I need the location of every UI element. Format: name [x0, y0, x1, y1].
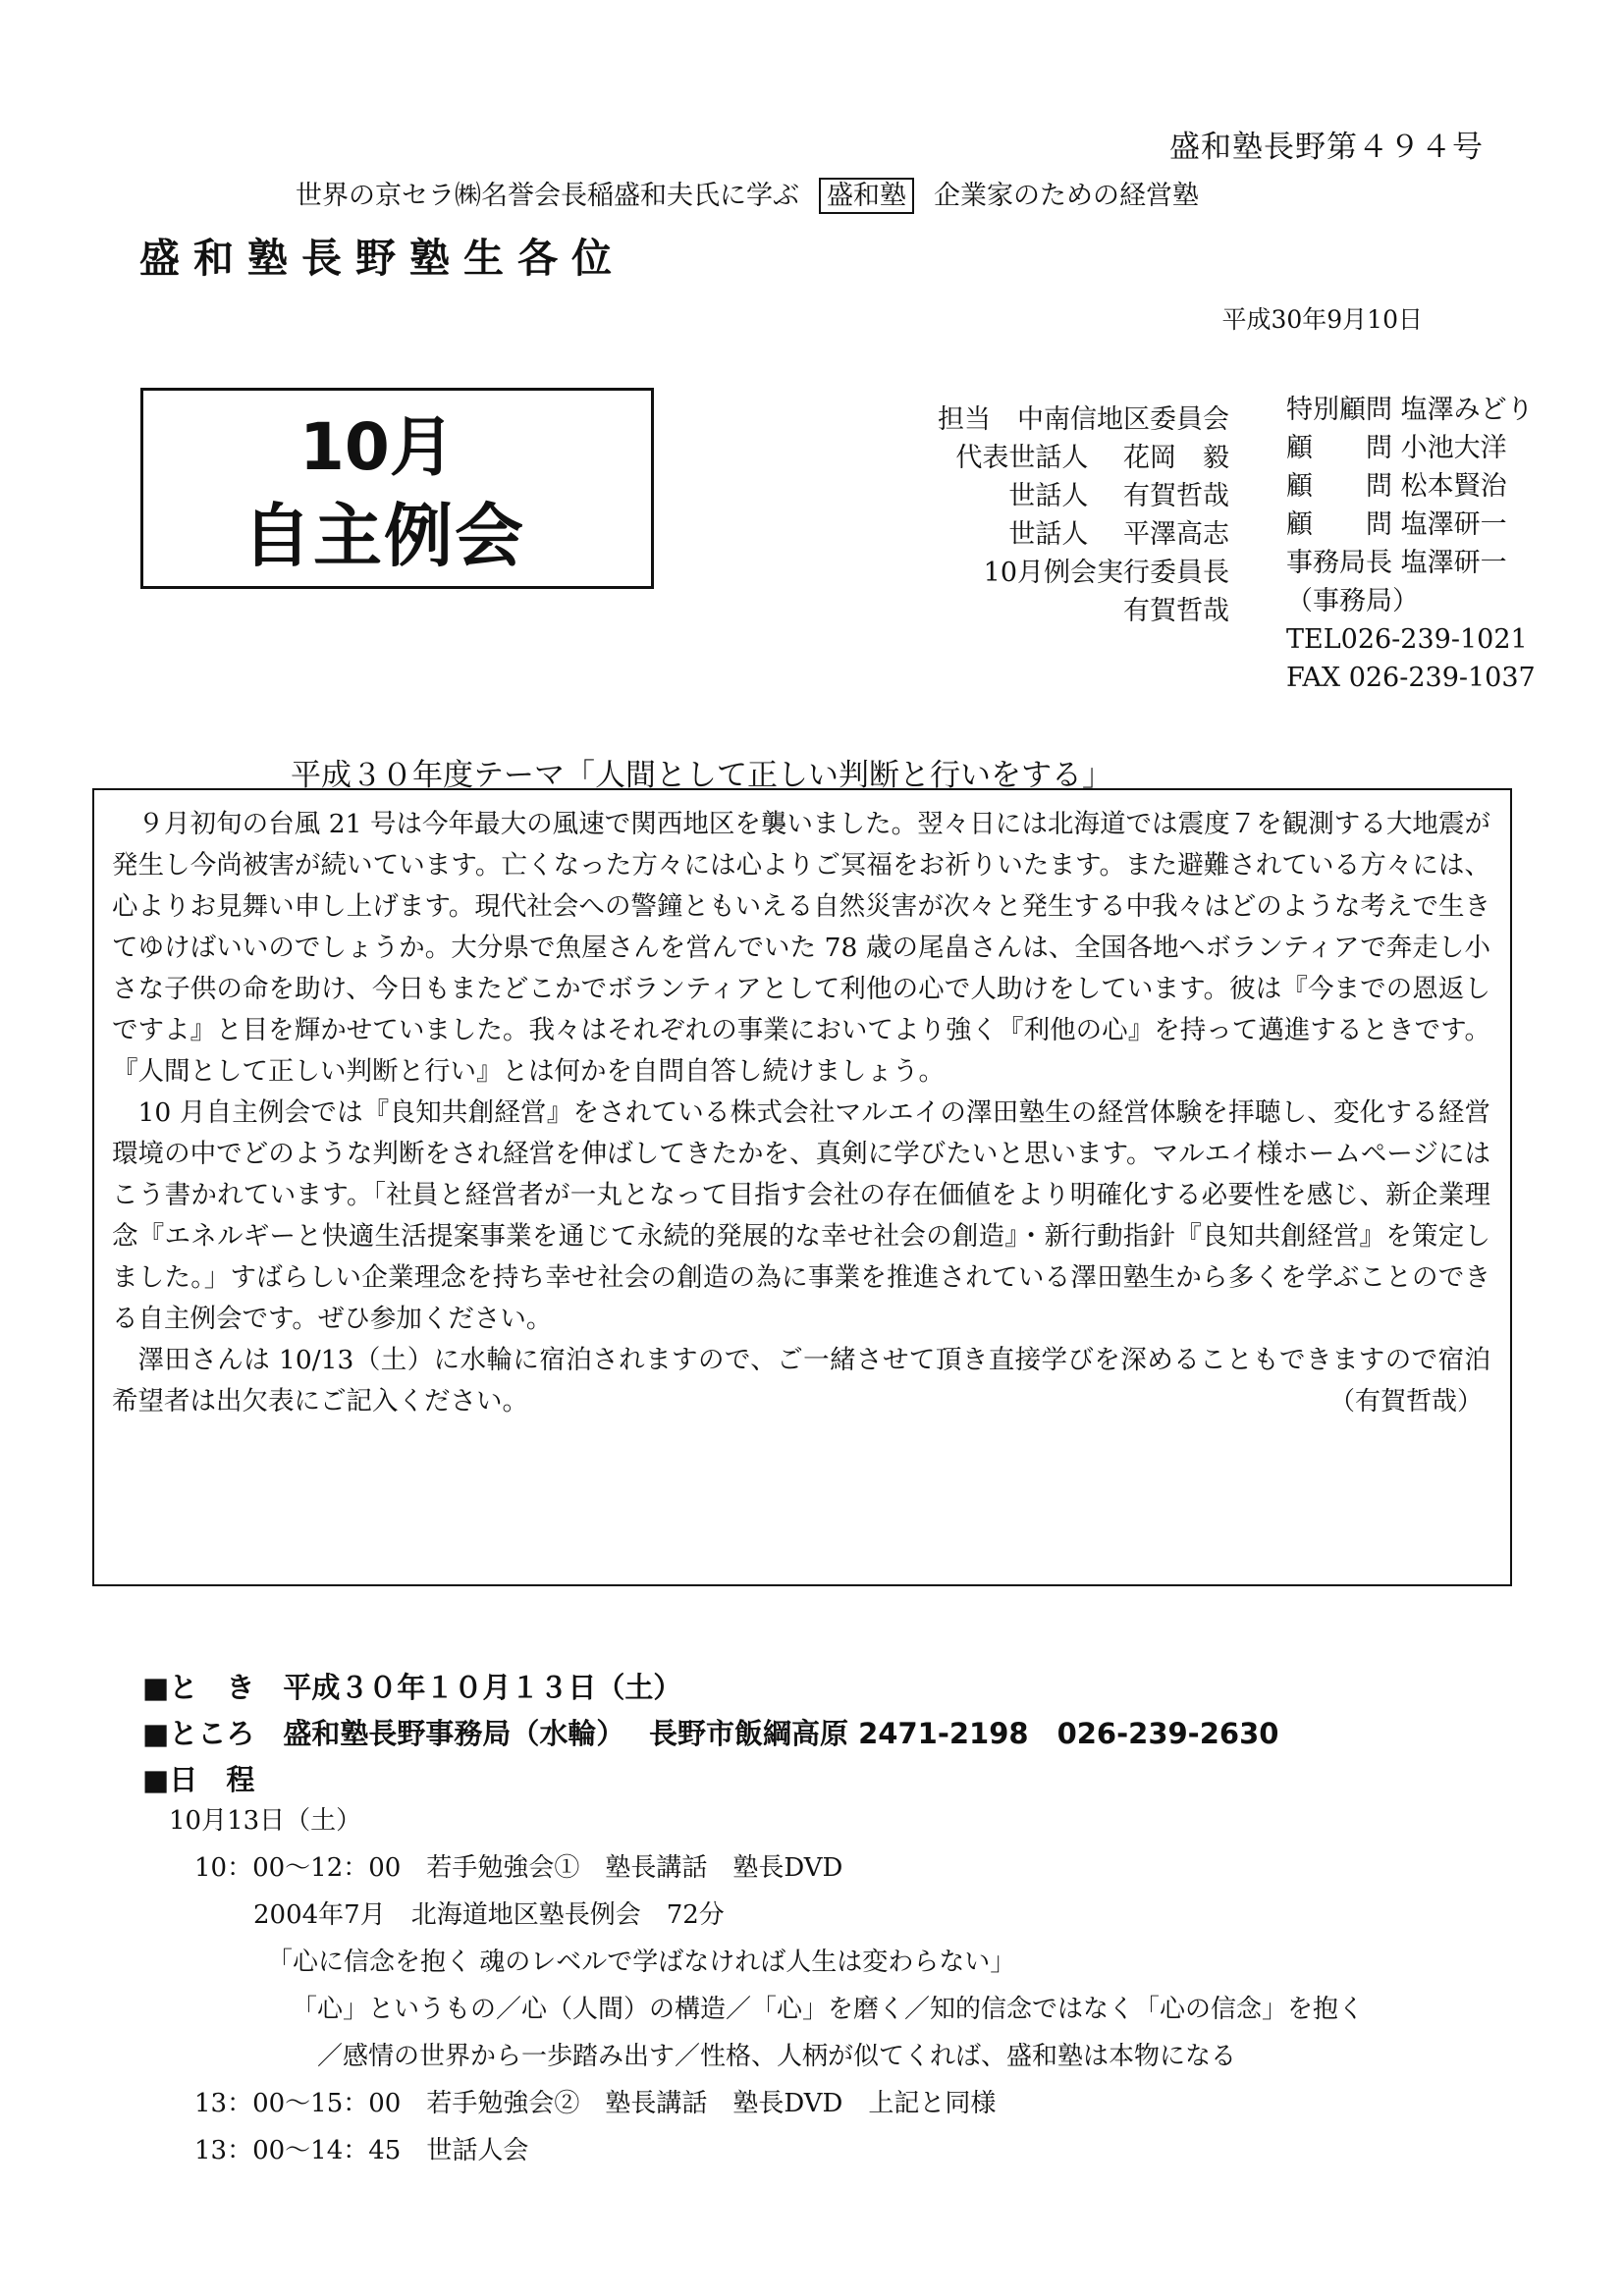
tagline-suffix: 企業家のための経営塾 — [934, 181, 1199, 211]
message-signature: （有賀哲哉） — [1328, 1387, 1483, 1416]
program-desc: 若手勉強会② 塾長講話 塾長DVD 上記と同様 — [426, 2089, 997, 2118]
staff-line: 代表世話人 花岡 毅 — [955, 443, 1229, 473]
staff-line: 有賀哲哉 — [1123, 596, 1229, 626]
staff-line: 世話人 有賀哲哉 — [1008, 481, 1229, 511]
staff-list — [938, 400, 1229, 630]
document-number: 盛和塾長野第４９４号 — [1169, 130, 1484, 165]
message-paragraph: ９月初旬の台風 21 号は今年最大の風速で関西地区を襲いました。翌々日には北海道では震度７を観測する大地震が発生し今尚被害が続いています。亡くなった方々には心よりご冥福をお祈りいたます。また避難されている方々には、心よりお見舞い申し上げます。現代社会への警鐘ともいえる自然災害が次々と発生する中我々はどのような考えで生きてゆけばいいのでしょうか。大分県で魚屋さんを営んでいた 78 歳の尾畠さんは、全国各地へボランティアで奔走し小さな子供の命を助け、今日もまたどこかでボランティアとして利他の心で人助けをしています。彼は『今までの恩返しですよ』と目を輝かせていました。我々はそれぞれの事業においてより強く『利他の心』を持って邁進するときです。『人間として正しい判断と行い』とは何かを自問自答し続けましょう。 — [112, 809, 1490, 1087]
when-value: 平成３０年１０月１３日（土） — [283, 1671, 682, 1704]
message-box — [92, 788, 1512, 1586]
program-detail: 「心」というもの／心（人間）の構造／「心」を磨く／知的信念ではなく「心の信念」を抱く — [292, 1995, 1365, 2024]
program-item — [194, 2130, 528, 2166]
advisor-line: 事務局長 塩澤研一 — [1286, 548, 1507, 578]
advisor-line: 顧 問 松本賢治 — [1286, 471, 1507, 502]
program-desc: 若手勉強会① 塾長講話 塾長DVD — [426, 1853, 843, 1883]
advisor-line: 特別顧問 塩澤みどり — [1286, 395, 1534, 425]
staff-line: 担当 中南信地区委員会 — [938, 404, 1229, 435]
where-row — [142, 1712, 1278, 1752]
advisor-line: 顧 問 塩澤研一 — [1286, 509, 1507, 540]
program-detail: 2004年7月 北海道地区塾長例会 72分 — [253, 1900, 725, 1930]
when-row — [142, 1666, 681, 1706]
advisor-line: （事務局） — [1286, 586, 1419, 616]
where-label: ■ところ — [142, 1717, 255, 1750]
program-item — [194, 1847, 842, 1884]
program-heading: ■日 程 — [142, 1763, 255, 1796]
staff-line: 世話人 平澤高志 — [1008, 519, 1229, 550]
message-paragraph: 澤田さんは 10/13（土）に水輪に宿泊されますので、ご一緒させて頂き直接学びを深めることもできますので宿泊希望者は出欠表にご記入ください。 — [112, 1345, 1490, 1416]
program-detail: 「心に信念を抱く 魂のレベルで学ばなければ人生は変わらない」 — [267, 1948, 1016, 1977]
title-month: 10月 — [299, 409, 455, 485]
tagline-boxed-name: 盛和塾 — [819, 178, 914, 214]
staff-line: 10月例会実行委員長 — [983, 558, 1229, 588]
where-value: 盛和塾長野事務局（水輪） 長野市飯綱高原 2471-2198 026-239-2630 — [283, 1717, 1279, 1750]
advisor-fax: FAX 026-239-1037 — [1286, 663, 1536, 693]
recipients-heading: 盛和塾長野塾生各位 — [139, 235, 625, 282]
program-time: 13：00～15：00 — [194, 2089, 402, 2118]
when-label: ■と き — [142, 1671, 255, 1704]
program-desc: 世話人会 — [426, 2136, 529, 2165]
tagline-prefix: 世界の京セラ㈱名誉会長稲盛和夫氏に学ぶ — [296, 181, 799, 211]
yearly-theme: 平成３０年度テーマ「人間として正しい判断と行いをする」 — [291, 758, 1112, 793]
issue-date: 平成30年9月10日 — [1221, 305, 1423, 334]
message-paragraph: 10 月自主例会では『良知共創経営』をされている株式会社マルエイの澤田塾生の経営体験を拝聴し、変化する経営環境の中でどのような判断をされ経営を伸ばしてきたかを、真剣に学びたいと思います。マルエイ様ホームページにはこう書かれています。「社員と経営者が一丸となって目指す会社の存在価値をより明確化する必要性を感じ、新企業理念『エネルギーと快適生活提案事業を通じて永続的発展的な幸せ社会の創造』・新行動指針『良知共創経営』を策定しました。」すばらしい企業理念を持ち幸せ社会の創造の為に事業を推進されている澤田塾生から多くを学ぶことのできる自主例会です。ぜひ参加ください。 — [112, 1097, 1490, 1334]
program-time: 10：00～12：00 — [194, 1853, 402, 1883]
program-detail: ／感情の世界から一歩踏み出す／性格、人柄が似てくれば、盛和塾は本物になる — [317, 2042, 1237, 2071]
advisor-line: 顧 問 小池大洋 — [1286, 433, 1507, 463]
program-time: 13：00～14：45 — [194, 2136, 402, 2165]
program-day: 10月13日（土） — [169, 1806, 362, 1836]
title-event: 自主例会 — [243, 496, 525, 576]
advisor-tel: TEL026-239-1021 — [1286, 624, 1528, 655]
advisor-list — [1286, 391, 1536, 697]
program-item — [194, 2083, 996, 2119]
tagline — [296, 174, 1199, 212]
